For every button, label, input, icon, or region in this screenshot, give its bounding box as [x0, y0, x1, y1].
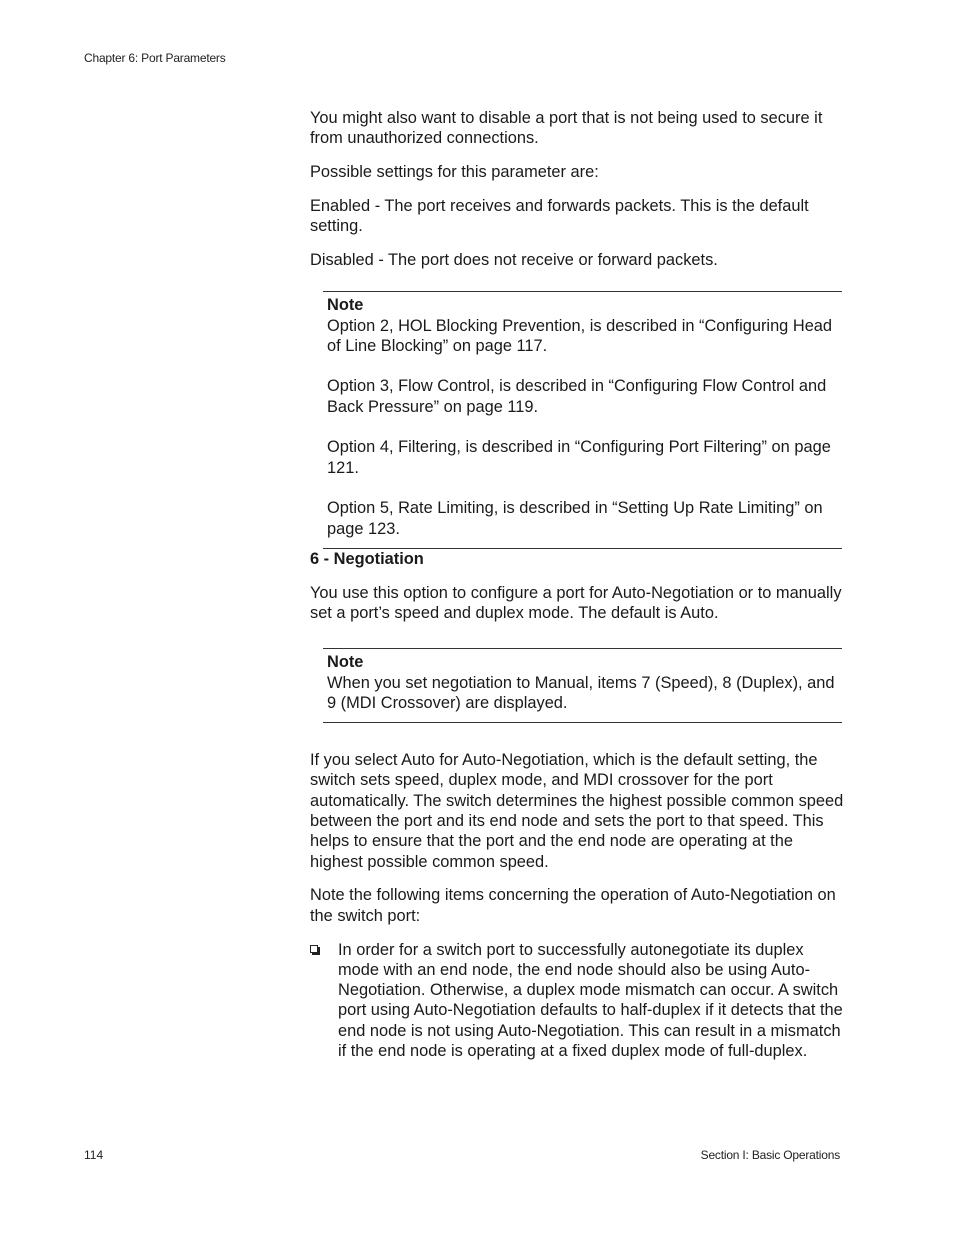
body-column — [310, 108, 845, 1061]
note-box — [323, 648, 842, 723]
note-paragraph: Option 3, Flow Control, is described in “Configuring Flow Control and Back Pressure” on page 119. — [327, 377, 827, 416]
running-footer: Section I: Basic Operations — [700, 1148, 840, 1162]
note-paragraph: Option 5, Rate Limiting, is described in “Setting Up Rate Limiting” on page 123. — [327, 499, 823, 538]
bullet-list — [310, 940, 845, 1062]
body-paragraph: If you select Auto for Auto-Negotiation, which is the default setting, the switch sets speed, duplex mode, and MDI crossover for the port automatically. The switch determines the highest possible common speed between the port and its end node and sets the port to that speed. This helps to ensure that the port and the end node are operating at the highest possible common speed. — [310, 751, 844, 871]
body-paragraph: You use this option to configure a port for Auto-Negotiation or to manually set a port’s speed and duplex mode. The default is Auto. — [310, 583, 842, 622]
body-paragraph: You might also want to disable a port that is not being used to secure it from unauthorized connections. — [310, 109, 823, 148]
note-box — [323, 291, 842, 549]
list-item-text: In order for a switch port to successfully autonegotiate its duplex mode with an end node, the end node should also be using Auto-Negotiation. Otherwise, a duplex mode mismatch can occur. A switch port using Auto-Negotiation defaults to half-duplex if it detects that the end node is not using Auto-Negotiation. This can result in a mismatch if the end node is operating at a fixed duplex mode of full-duplex. — [338, 940, 843, 1060]
note-paragraph: Option 2, HOL Blocking Prevention, is described in “Configuring Head of Line Blocking” on page 117. — [327, 316, 833, 355]
note-title: Note — [327, 296, 364, 315]
running-header: Chapter 6: Port Parameters — [84, 51, 226, 65]
note-paragraph: When you set negotiation to Manual, items 7 (Speed), 8 (Duplex), and 9 (MDI Crossover) are displayed. — [327, 673, 835, 712]
body-paragraph: Disabled - The port does not receive or forward packets. — [310, 250, 718, 269]
list-item — [310, 940, 845, 1062]
note-title: Note — [327, 653, 364, 672]
body-paragraph: Note the following items concerning the operation of Auto-Negotiation on the switch port: — [310, 886, 836, 925]
body-paragraph: Possible settings for this parameter are: — [310, 163, 599, 182]
page-number: 114 — [84, 1148, 104, 1162]
section-heading: 6 - Negotiation — [310, 549, 424, 568]
body-paragraph: Enabled - The port receives and forwards packets. This is the default setting. — [310, 196, 809, 236]
checkbox-bullet-icon — [310, 945, 318, 953]
note-paragraph: Option 4, Filtering, is described in “Configuring Port Filtering” on page 121. — [327, 438, 831, 477]
